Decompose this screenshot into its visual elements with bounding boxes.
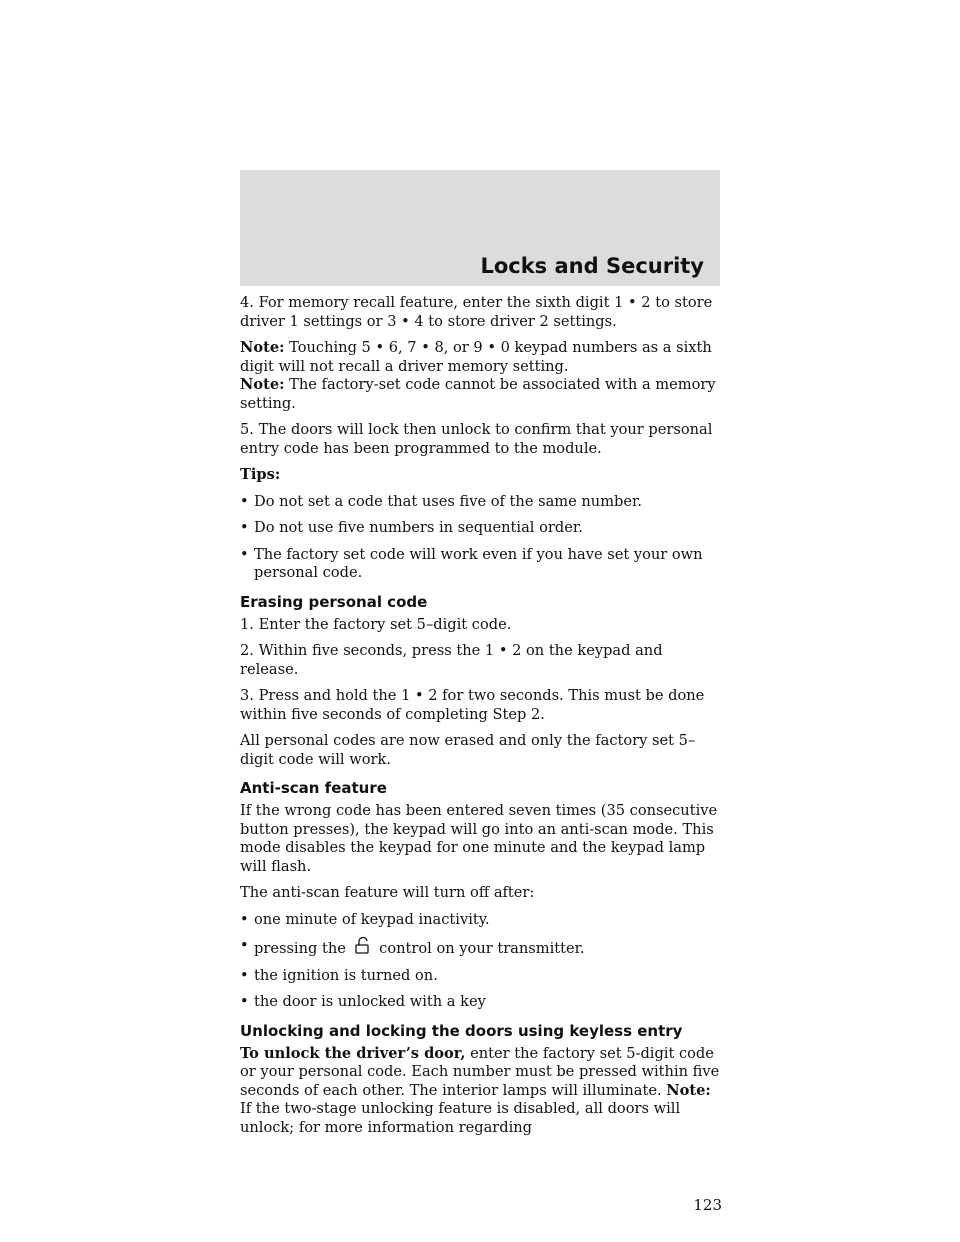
bullet-icon: • <box>240 993 249 1010</box>
list-item: • the door is unlocked with a key <box>240 993 486 1010</box>
erase-step-1: 1. Enter the factory set 5–digit code. <box>240 615 512 633</box>
erase-step-2: 2. Within five seconds, press the 1 • 2 on the keypad and release. <box>240 642 663 678</box>
erase-step-3: 3. Press and hold the 1 • 2 for two seconds. This must be done within five seconds of completing Step 2. <box>240 687 705 723</box>
note-factory-code <box>240 376 720 413</box>
section-header-band <box>240 170 720 286</box>
step-4: 4. For memory recall feature, enter the sixth digit 1 • 2 to store driver 1 settings or 3 • 4 to store driver 2 settings. <box>240 294 713 330</box>
list-item: • the ignition is turned on. <box>240 966 438 984</box>
note-text: The factory-set code cannot be associated with a memory setting. <box>240 376 716 412</box>
bullet-icon: • <box>240 910 249 928</box>
note-label: Note: <box>666 1081 711 1099</box>
bullet-icon: • <box>240 545 249 563</box>
anti-scan-off-after: The anti-scan feature will turn off after: <box>240 884 535 901</box>
bullet-icon: • <box>240 966 249 984</box>
page-content <box>240 294 720 1145</box>
note-text: Touching 5 • 6, 7 • 8, or 9 • 0 keypad numbers as a sixth digit will not recall a driver memory setting. <box>240 339 712 375</box>
list-item: • pressing the control on your transmitter. <box>240 937 585 957</box>
erase-result: All personal codes are now erased and only the factory set 5–digit code will work. <box>240 732 696 768</box>
note-sixth-digit <box>240 339 720 376</box>
tips-label: Tips: <box>240 466 281 483</box>
step-5: 5. The doors will lock then unlock to confirm that your personal entry code has been programmed to the module. <box>240 421 713 457</box>
note-label: Note: <box>240 376 285 393</box>
list-item: • Do not set a code that uses five of the same number. <box>240 492 643 510</box>
page-number: 123 <box>693 1196 722 1214</box>
heading-erasing-code: Erasing personal code <box>240 592 428 611</box>
list-item: • The factory set code will work even if you have set your own personal code. <box>240 545 703 581</box>
bullet-icon: • <box>240 937 249 954</box>
heading-keyless-entry: Unlocking and locking the doors using keyless entry <box>240 1021 683 1040</box>
list-item: • Do not use five numbers in sequential order. <box>240 519 583 536</box>
anti-scan-intro: If the wrong code has been entered seven times (35 consecutive button presses), the keypad will go into an anti-scan mode. This mode disables the keypad for one minute and the keypad lamp will flash. <box>240 802 718 875</box>
unlock-icon <box>353 937 373 955</box>
bullet-icon: • <box>240 492 249 510</box>
list-item: • one minute of keypad inactivity. <box>240 910 490 928</box>
section-title: Locks and Security <box>480 254 704 278</box>
note-label: Note: <box>240 339 285 356</box>
unlock-drivers-door: To unlock the driver’s door, enter the factory set 5-digit code or your personal code. Each number must be pressed within five seconds of each other. The interior lamps will illuminate. Note: If the two-stage unlocking feature is disabled, all doors will unlock; for more information regarding <box>240 1044 720 1136</box>
bullet-icon: • <box>240 519 249 536</box>
heading-anti-scan: Anti-scan feature <box>240 779 387 797</box>
